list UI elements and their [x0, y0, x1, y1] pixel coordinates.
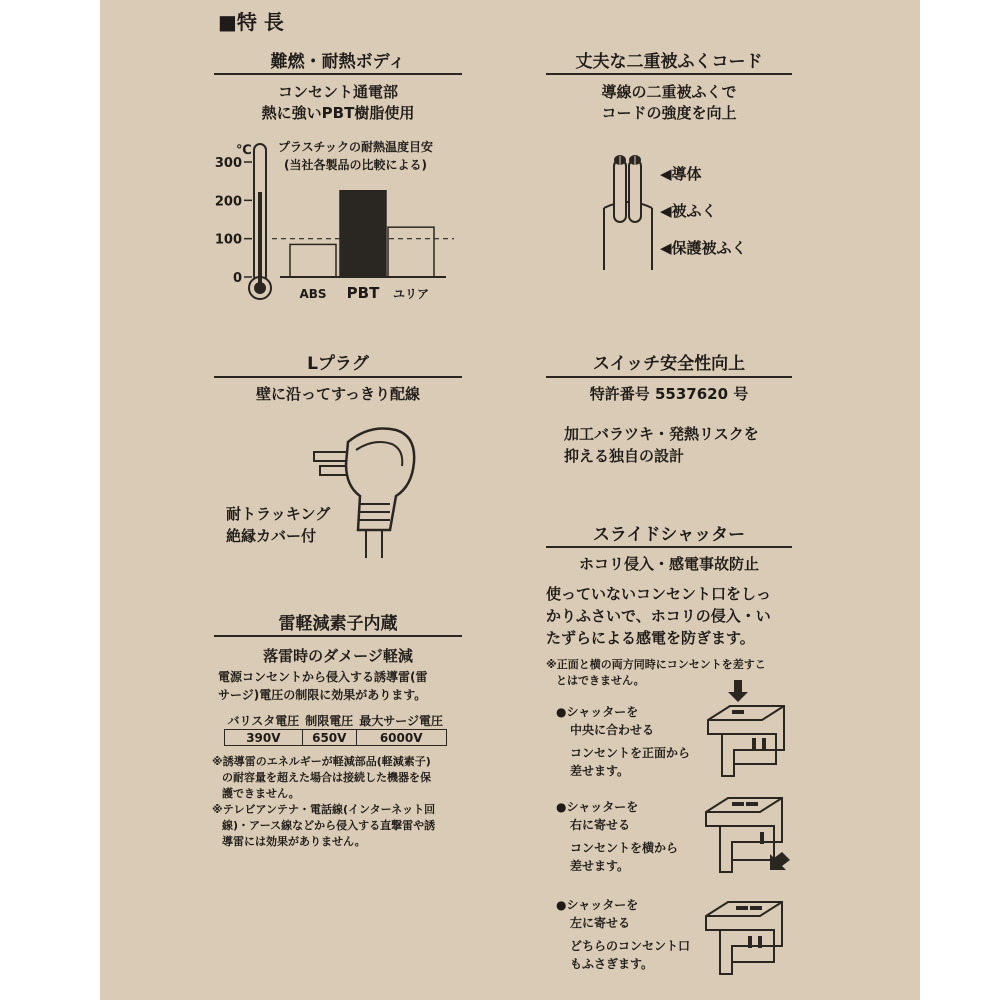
flame-rule — [214, 73, 462, 75]
switch-desc-1: 加工バラツキ・発熱リスクを — [564, 425, 759, 443]
shutter-item3-title-1: ●シャッターを — [556, 898, 639, 912]
chart-unit: ℃ — [236, 143, 252, 158]
bar-1 — [340, 191, 386, 277]
surge-note-2a: ※テレビアンテナ・電話線(インターネット回 — [212, 803, 436, 816]
outlet-front-icon — [700, 680, 790, 780]
plug-note-1: 耐トラッキング — [226, 505, 331, 523]
y-tick-label: 300 — [214, 156, 242, 171]
shutter-item1-title-2: 中央に合わせる — [570, 723, 655, 737]
shutter-item3-desc-1: どちらのコンセント口 — [570, 939, 691, 953]
bar-2 — [388, 227, 434, 277]
surge-title: 雷軽減素子内蔵 — [278, 614, 398, 634]
y-tick-label: 200 — [214, 194, 242, 210]
surge-note-1c: 護できません。 — [222, 787, 300, 800]
shutter-subtitle: ホコリ侵入・感電事故防止 — [578, 555, 759, 573]
heat-chart — [210, 138, 470, 308]
plug-note-2: 絶縁カバー付 — [226, 527, 317, 545]
photo-margin — [0, 0, 100, 1000]
chart-subtitle: (当社各製品の比較による) — [284, 158, 427, 172]
x-labels — [299, 284, 429, 302]
x-tick-label: PBT — [346, 284, 380, 302]
y-tick-label: 0 — [232, 271, 242, 286]
switch-title: スイッチ安全性向上 — [592, 354, 746, 374]
surge-desc-2: サージ)電圧の制限に効果があります。 — [218, 688, 427, 702]
surge-note-1a: ※誘導雷のエネルギーが軽減部品(軽減素子) — [212, 755, 431, 768]
surge-desc-1: 電源コンセントから侵入する誘導雷(雷 — [218, 670, 428, 684]
table-cell: 650V — [302, 730, 356, 746]
cord-rule — [546, 73, 792, 75]
chart-title: プラスチックの耐熱温度目安 — [278, 140, 434, 154]
surge-note-1b: の耐容量を超えた場合は接続した機器を保 — [222, 771, 431, 784]
surge-note-2c: 導雷には効果がありません。 — [222, 835, 366, 848]
outlet-closed-icon — [700, 892, 790, 980]
surge-spec-table — [224, 712, 447, 746]
shutter-item1-title-1: ●シャッターを — [556, 705, 639, 719]
table-cell: 6000V — [356, 730, 446, 746]
cord-label-protective: ◀保護被ふく — [660, 239, 747, 257]
surge-subtitle: 落雷時のダメージ軽減 — [263, 647, 413, 665]
shutter-desc-1: 使っていないコンセント口をしっ — [546, 585, 772, 603]
shutter-item1-desc-2: 差せます。 — [570, 764, 630, 778]
plug-title: Lプラグ — [307, 354, 369, 374]
shutter-item2-desc-2: 差せます。 — [570, 859, 630, 873]
y-tick-label: 100 — [214, 232, 242, 248]
cord-title: 丈夫な二重被ふくコード — [575, 52, 763, 72]
flame-title: 難燃・耐熱ボディ — [270, 52, 406, 72]
shutter-desc-3: たずらによる感電を防ぎます。 — [546, 629, 755, 647]
cord-icon — [598, 148, 658, 273]
shutter-item3-desc-2: もふさぎます。 — [570, 957, 654, 971]
flame-desc-2: 熱に強いPBT樹脂使用 — [261, 104, 415, 122]
shutter-title: スライドシャッター — [592, 525, 746, 545]
shutter-item2-title-2: 右に寄せる — [570, 818, 631, 832]
switch-desc-2: 抑える独自の設計 — [564, 447, 685, 465]
shutter-item2-desc-1: コンセントを横から — [570, 841, 679, 855]
chart-bars — [290, 191, 434, 277]
surge-note-2b: 線)・アース線などから侵入する直撃雷や誘 — [222, 819, 436, 832]
l-plug-icon — [310, 420, 420, 560]
shutter-item3-title-2: 左に寄せる — [570, 916, 631, 930]
cord-desc-1: 導線の二重被ふくで — [601, 83, 737, 101]
bar-0 — [290, 244, 336, 277]
shutter-note-2: とはできません。 — [556, 674, 645, 687]
cord-label-coating: ◀被ふく — [660, 202, 717, 220]
surge-rule — [214, 635, 462, 637]
table-header: バリスタ電圧 — [225, 712, 303, 730]
table-cell: 390V — [225, 730, 303, 746]
shutter-item2-title-1: ●シャッターを — [556, 800, 639, 814]
shutter-item1-desc-1: コンセントを正面から — [570, 746, 691, 760]
switch-patent: 特許番号 5537620 号 — [589, 385, 749, 403]
shutter-rule — [546, 546, 792, 548]
thermometer-icon — [249, 144, 271, 299]
cord-label-conductor: ◀導体 — [660, 165, 702, 183]
outlet-side-icon — [700, 790, 792, 880]
plug-desc: 壁に沿ってすっきり配線 — [255, 385, 421, 403]
shutter-note-1: ※正面と横の両方同時にコンセントを差すこ — [546, 658, 766, 671]
shutter-desc-2: かりふさいで、ホコリの侵入・い — [546, 607, 771, 625]
flame-desc-1: コンセント通電部 — [277, 83, 398, 101]
cord-desc-2: コードの強度を向上 — [601, 104, 737, 122]
table-header: 最大サージ電圧 — [356, 712, 446, 730]
x-tick-label: ABS — [299, 287, 327, 301]
y-axis — [215, 156, 252, 286]
plug-rule — [214, 376, 462, 378]
section-title: ■特 長 — [218, 10, 284, 34]
table-header: 制限電圧 — [302, 712, 356, 730]
x-tick-label: ユリア — [392, 287, 430, 301]
switch-rule — [546, 376, 792, 378]
